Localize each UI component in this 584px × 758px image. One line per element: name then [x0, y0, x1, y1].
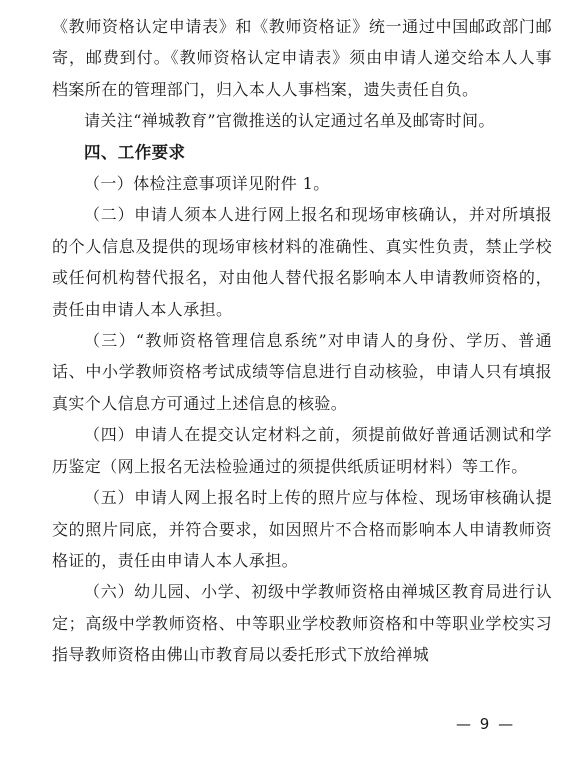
paragraph-item-6: （六）幼儿园、小学、初级中学教师资格由禅城区教育局进行认定；高级中学教师资格、中等职业学校教师资格和中等职业学校实习指导教师资格由佛山市教育局以委托形式下放给禅城 — [52, 582, 552, 665]
paragraph-item-1: （一）体检注意事项详见附件 1。 — [84, 174, 330, 194]
document-body — [52, 11, 552, 671]
section-heading-work-requirements: 四、工作要求 — [84, 142, 186, 162]
page-number: — 9 — — [456, 715, 516, 733]
paragraph-follow-notice: 请关注“禅城教育”官微推送的认定通过名单及邮寄时间。 — [84, 111, 495, 131]
paragraph-item-2: （二）申请人须本人进行网上报名和现场审核确认，并对所填报的个人信息及提供的现场审核材料的准确性、真实性负责，禁止学校或任何机构替代报名，对由他人替代报名影响本人申请教师资格的，责任由申请人本人承担。 — [52, 205, 552, 319]
paragraph-item-5: （五）申请人网上报名时上传的照片应与体检、现场审核确认提交的照片同底，并符合要求，如因照片不合格而影响本人申请教师资格证的，责任由申请人本人承担。 — [52, 488, 552, 570]
paragraph-item-4: （四）申请人在提交认定材料之前，须提前做好普通话测试和学历鉴定（网上报名无法检验通过的须提供纸质证明材料）等工作。 — [52, 425, 552, 476]
paragraph-mailing-notice: 《教师资格认定申请表》和《教师资格证》统一通过中国邮政部门邮寄，邮费到付。《教师资格认定申请表》须由申请人递交给本人人事档案所在的管理部门，归入本人人事档案，遗失责任自负。 — [52, 17, 552, 99]
paragraph-item-3: （三）“教师资格管理信息系统”对申请人的身份、学历、普通话、中小学教师资格考试成绩等信息进行自动核验，申请人只有填报真实个人信息方可通过上述信息的核验。 — [52, 331, 552, 413]
